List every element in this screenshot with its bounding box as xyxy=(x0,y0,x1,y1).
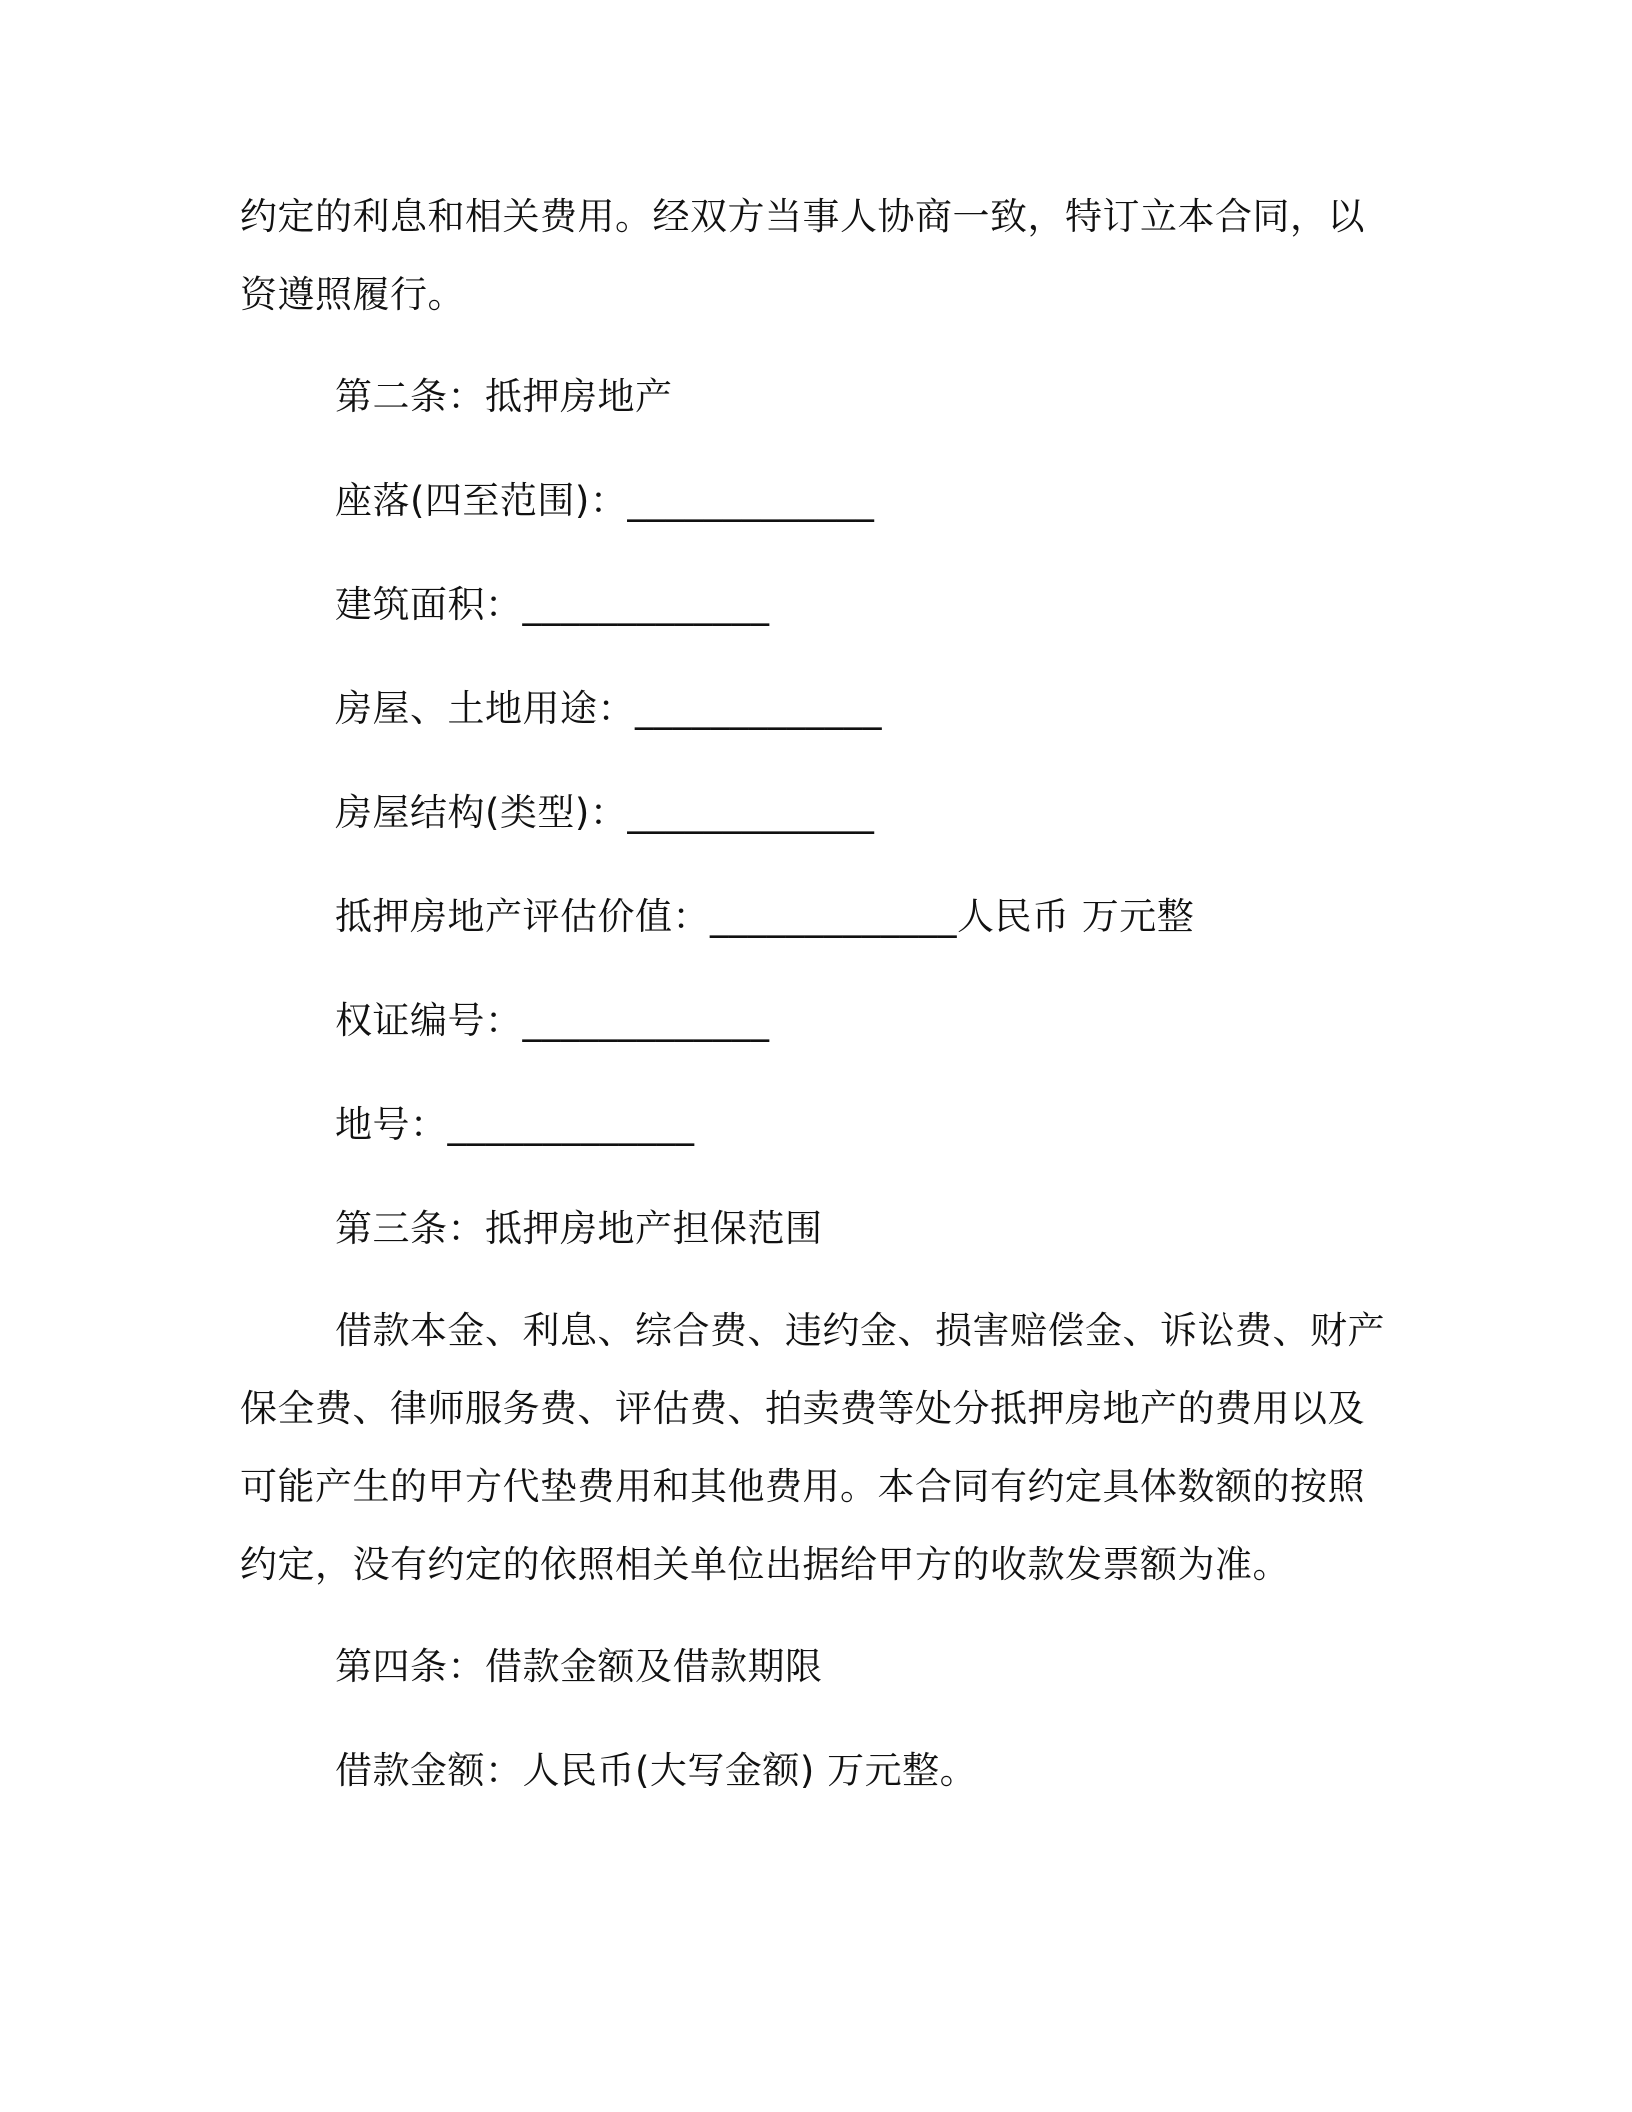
loan-amount-line: 借款金额：人民币(大写金额) 万元整。 xyxy=(335,1749,978,1792)
intro-line-2: 资遵照履行。 xyxy=(240,273,465,316)
article-3-heading: 第三条：抵押房地产担保范围 xyxy=(335,1207,823,1250)
field-location: 座落(四至范围)：_____________ xyxy=(335,479,875,522)
article-3-body-line-3: 可能产生的甲方代垫费用和其他费用。本合同有约定具体数额的按照 xyxy=(240,1465,1365,1508)
article-3-body-line-1: 借款本金、利息、综合费、违约金、损害赔偿金、诉讼费、财产 xyxy=(335,1309,1385,1352)
field-land-use: 房屋、土地用途：_____________ xyxy=(335,687,882,730)
article-3-body-line-4: 约定，没有约定的依照相关单位出据给甲方的收款发票额为准。 xyxy=(240,1543,1290,1586)
field-certificate-number: 权证编号：_____________ xyxy=(335,999,770,1042)
field-structure-type: 房屋结构(类型)：_____________ xyxy=(335,791,875,834)
field-building-area: 建筑面积：_____________ xyxy=(335,583,770,626)
intro-line-1: 约定的利息和相关费用。经双方当事人协商一致，特订立本合同，以 xyxy=(240,195,1365,238)
field-land-number: 地号：_____________ xyxy=(335,1103,695,1146)
field-appraised-value: 抵押房地产评估价值：_____________人民币 万元整 xyxy=(335,895,1195,938)
article-2-heading: 第二条：抵押房地产 xyxy=(335,375,673,418)
article-3-body-line-2: 保全费、律师服务费、评估费、拍卖费等处分抵押房地产的费用以及 xyxy=(240,1387,1365,1430)
article-4-heading: 第四条：借款金额及借款期限 xyxy=(335,1645,823,1688)
